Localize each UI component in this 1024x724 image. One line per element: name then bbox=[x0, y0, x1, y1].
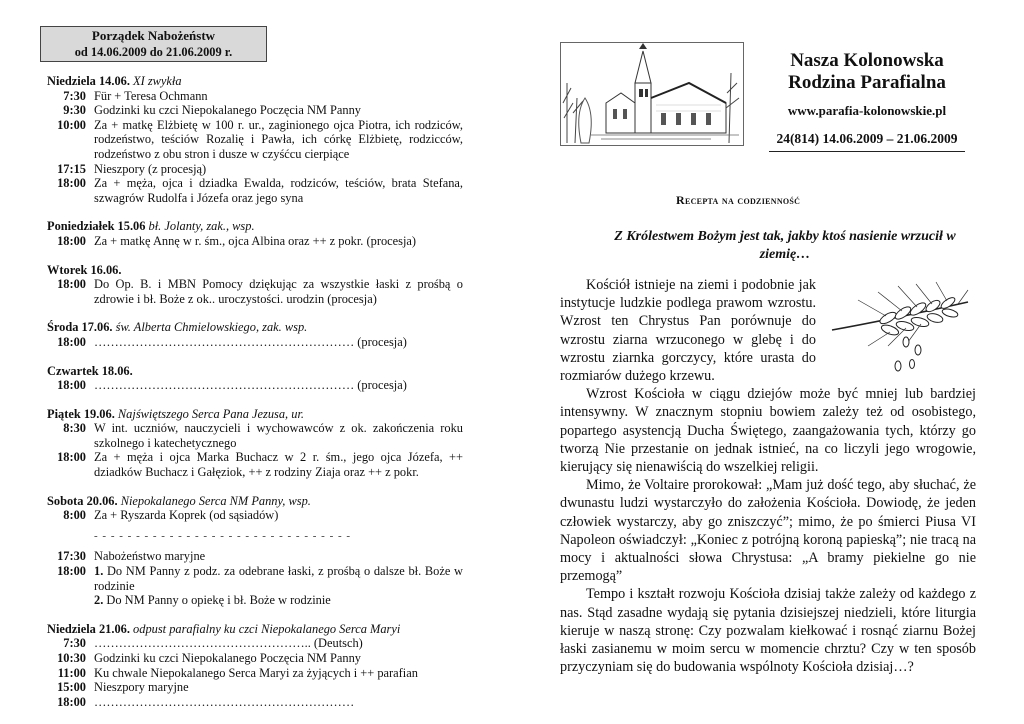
day-feast-note: XI zwykła bbox=[133, 74, 182, 88]
day-name: Niedziela 21.06. bbox=[47, 621, 130, 636]
entry-text bbox=[94, 651, 463, 666]
schedule-entry bbox=[47, 450, 463, 479]
entry-time: 8:30 bbox=[63, 421, 86, 436]
entry-description: Za + Ryszarda Koprek (od sąsiadów) bbox=[94, 508, 279, 523]
day-heading bbox=[47, 219, 463, 234]
schedule-entry bbox=[47, 277, 463, 306]
entry-text bbox=[94, 564, 463, 593]
entry-text bbox=[94, 680, 463, 695]
entry-time: 18:00 bbox=[57, 450, 86, 465]
masthead-divider bbox=[769, 151, 965, 152]
day-heading bbox=[47, 494, 463, 509]
entry-description: ……………………………………………………… (procesja) bbox=[94, 378, 407, 393]
entry-time: 11:00 bbox=[57, 665, 86, 680]
schedule-day bbox=[47, 74, 463, 205]
article-paragraph: Mimo, że Voltaire prorokował: „Mam już dość tego, aby słuchać, że dwunastu ludzi wystarczyło do założenia Kościoła. Dowiodę, że jeden człowiek wystarczy, aby go zniszczyć”; mimo, że po śmierci Piusa VI Napoleon oświadczył: „Koniec z potrójną koroną papieską”; nie tracą na mocy i aktualności słowa Chrystusa: „A bramy piekielne go nie przemogą” bbox=[560, 477, 976, 585]
schedule-dates: od 14.06.2009 do 21.06.2009 r. bbox=[74, 45, 233, 59]
entry-time: 15:00 bbox=[57, 680, 86, 695]
schedule-day bbox=[47, 364, 463, 393]
entry-time bbox=[47, 593, 94, 608]
entry-description: Ku chwale Niepokalanego Serca Maryi za żyjących i ++ parafian bbox=[94, 665, 418, 680]
schedule-entry bbox=[47, 593, 463, 608]
day-name: Wtorek 16.06. bbox=[47, 262, 122, 277]
schedule-entry bbox=[47, 680, 463, 695]
entry-time: 8:00 bbox=[63, 508, 86, 523]
entry-text bbox=[94, 118, 463, 162]
entry-description: Do Op. B. i MBN Pomocy dziękując za wszystkie łaski z prośbą o zdrowie i bł. Boże z ok.. uroczystości. urodzin (procesja) bbox=[94, 277, 463, 306]
schedule-entry bbox=[47, 695, 463, 710]
mass-schedule bbox=[47, 26, 463, 709]
entry-time: 18:00 bbox=[57, 176, 86, 191]
day-heading bbox=[47, 364, 463, 379]
schedule-day bbox=[47, 622, 463, 710]
schedule-entry bbox=[47, 549, 463, 564]
entry-time: 10:00 bbox=[57, 117, 86, 132]
schedule-entry bbox=[47, 666, 463, 681]
day-heading bbox=[47, 320, 463, 335]
day-feast-note: Najświętszego Serca Pana Jezusa, ur. bbox=[117, 406, 304, 421]
entry-text bbox=[94, 89, 463, 104]
schedule-entry bbox=[47, 234, 463, 249]
day-name: Sobota 20.06. bbox=[47, 493, 118, 508]
schedule-entry bbox=[47, 118, 463, 162]
schedule-entry bbox=[47, 378, 463, 393]
entry-text bbox=[94, 176, 463, 205]
masthead-title-line1: Nasza Kolonowska bbox=[790, 50, 944, 71]
schedule-entry bbox=[47, 162, 463, 177]
entry-description: Za + męża, ojca i dziadka Ewalda, rodziców, teściów, brata Stefana, szwagrów Rudolfa i Józefa oraz jego syna bbox=[94, 176, 463, 205]
masthead-website: www.parafia-kolonowskie.pl bbox=[787, 103, 947, 118]
schedule-entry bbox=[47, 103, 463, 118]
dashed-separator: - - - - - - - - - - - - - - - - - - - - - - - - - - - - - - - bbox=[94, 529, 352, 542]
entry-description: Do NM Panny o opiekę i bł. Boże w rodzinie bbox=[106, 593, 331, 608]
article-paragraph: Tempo i kształt rozwoju Kościoła dzisiaj także zależy od każdego z nas. Stąd zasadne wydają się pytania dzisiejszej niedzieli, które liturgia kieruje w naszą stronę: Czy pozwalam kiełkować i rosnąć ziarnu Bożej łaski zasianemu w moim sercu w momencie chrztu? Czy w ten sposób przyczyniam się do budowania wspólnoty Kościoła dzisiaj…? bbox=[560, 586, 976, 676]
entry-time: 18:00 bbox=[57, 564, 86, 579]
entry-description: Nieszpory (z procesją) bbox=[94, 161, 207, 176]
masthead-issue: 24(814) 14.06.2009 – 21.06.2009 bbox=[776, 131, 958, 146]
entry-time: 10:30 bbox=[57, 651, 86, 665]
entry-text bbox=[94, 695, 463, 710]
schedule-entry bbox=[47, 564, 463, 593]
entry-text bbox=[94, 636, 463, 651]
entry-text bbox=[94, 277, 463, 306]
day-feast-note: bł. Jolanty, zak., wsp. bbox=[148, 219, 255, 234]
entry-time: 18:00 bbox=[57, 378, 86, 393]
article-paragraph: Kościół istnieje na ziemi i podobnie jak instytucje ludzkie podlega prawom wzrostu. Wzrost ten Chrystus Pan porównuje do wzrostu ziarna wrzuconego w glebę i do wzrostu ziarnka gorczycy, które urasta do rozmiarów dużego krzewu. bbox=[560, 277, 816, 385]
day-feast-note: Niepokalanego Serca NM Panny, wsp. bbox=[120, 493, 311, 508]
entry-number: 1. bbox=[94, 564, 104, 579]
entry-text bbox=[94, 335, 463, 350]
schedule-entry bbox=[47, 335, 463, 350]
entry-text bbox=[94, 508, 463, 523]
entry-number: 2. bbox=[94, 593, 104, 608]
day-name: Piątek 19.06. bbox=[47, 406, 115, 421]
entry-time: 9:30 bbox=[63, 103, 86, 118]
entry-text bbox=[94, 162, 463, 177]
schedule-entry bbox=[47, 176, 463, 205]
schedule-days bbox=[47, 74, 463, 709]
entry-time: 17:30 bbox=[57, 549, 86, 564]
day-feast-note: odpust parafialny ku czci Niepokalanego Serca Maryi bbox=[133, 621, 401, 636]
day-name: Poniedziałek 15.06 bbox=[47, 219, 146, 234]
entry-description: W int. uczniów, nauczycieli i wychowawców z ok. zakończenia roku szkolnego i katechetycznego bbox=[94, 421, 463, 450]
day-heading bbox=[47, 407, 463, 422]
schedule-entry bbox=[47, 89, 463, 104]
day-heading bbox=[47, 263, 463, 278]
article-body bbox=[560, 276, 976, 676]
entry-time: 18:00 bbox=[57, 277, 86, 292]
masthead bbox=[756, 50, 978, 152]
article-paragraph: Wzrost Kościoła w ciągu dziejów może być mniej lub bardziej intensywny. W znacznym stopniu bowiem zależy też od osobistego, popartego asystencją Ducha Świętego, zaangażowania tych, którzy go tworzą Nie przestanie on jednak istnieć, na co liczyli jego wrogowie, kierujący się nienawiścią do wszelkiej religii. bbox=[560, 386, 976, 476]
entry-text bbox=[94, 666, 463, 681]
day-name: Niedziela 14.06. bbox=[47, 74, 130, 88]
schedule-header-box bbox=[40, 26, 267, 62]
schedule-day bbox=[47, 263, 463, 307]
entry-description: Za + matkę Annę w r. śm., ojca Albina oraz ++ z pokr. (procesja) bbox=[94, 233, 417, 248]
schedule-entry bbox=[47, 508, 463, 523]
entry-time: 17:15 bbox=[57, 161, 86, 176]
schedule-entry bbox=[47, 651, 463, 666]
article-quote: Z Królestwem Bożym jest tak, jakby ktoś nasienie wrzucił w ziemię… bbox=[614, 229, 956, 262]
entry-time: 18:00 bbox=[57, 233, 86, 248]
schedule-entry bbox=[47, 421, 463, 450]
day-heading bbox=[47, 74, 463, 89]
entry-description: Nieszpory maryjne bbox=[94, 680, 189, 695]
entry-description: ……………………………………………………… (procesja) bbox=[94, 334, 407, 349]
day-name: Środa 17.06. bbox=[47, 320, 113, 335]
entry-text bbox=[94, 234, 463, 249]
entry-description: Nabożeństwo maryjne bbox=[94, 549, 206, 564]
day-heading bbox=[47, 622, 463, 637]
entry-time: 7:30 bbox=[63, 636, 86, 651]
entry-description: …………………………………………….. (Deutsch) bbox=[94, 636, 363, 651]
entry-text bbox=[94, 421, 463, 450]
entry-description: Za + matkę Elżbietę w 100 r. ur., zaginionego ojca Piotra, ich rodziców, rodzeństwo, teściów Rozalię i Pawła, ich córkę Elżbietę, rodzicców, rodzeństwo z obu stron i dusze w czyśćcu cierpiące bbox=[94, 117, 463, 161]
schedule-title: Porządek Nabożeństw bbox=[91, 28, 216, 43]
entry-text bbox=[94, 378, 463, 393]
masthead-title-line2: Rodzina Parafialna bbox=[788, 72, 946, 93]
entry-time: 18:00 bbox=[57, 334, 86, 349]
entry-text bbox=[94, 549, 463, 564]
schedule-day bbox=[47, 219, 463, 248]
schedule-day bbox=[47, 494, 463, 608]
entry-description: Godzinki ku czci Niepokalanego Poczęcia NM Panny bbox=[94, 651, 362, 665]
schedule-day bbox=[47, 407, 463, 480]
entry-description: Godzinki ku czci Niepokalanego Poczęcia NM Panny bbox=[94, 103, 362, 118]
entry-description: Za + męża i ojca Marka Buchacz w 2 r. śm., jego ojca Józefa, ++ dziadków Buchacz i Gałęziok, ++ z rodziny Ziaja oraz ++ z pokr. bbox=[94, 450, 463, 480]
entry-text bbox=[94, 450, 463, 479]
day-name: Czwartek 18.06. bbox=[47, 363, 133, 378]
entry-time: 7:30 bbox=[63, 88, 86, 103]
entry-text bbox=[94, 103, 463, 118]
day-feast-note: św. Alberta Chmielowskiego, zak. wsp. bbox=[115, 320, 308, 335]
schedule-entry bbox=[47, 636, 463, 651]
entry-time: 18:00 bbox=[57, 694, 86, 709]
entry-description: Do NM Panny z podz. za odebrane łaski, z prośbą o dalsze bł. Boże w rodzinie bbox=[94, 564, 463, 593]
schedule-day bbox=[47, 320, 463, 349]
entry-description: Für + Teresa Ochmann bbox=[94, 88, 208, 103]
article-heading: Recepta na codzienność bbox=[676, 193, 801, 207]
entry-description: ……………………………………………………… bbox=[94, 694, 355, 709]
church-drawing-icon bbox=[560, 42, 744, 146]
entry-text bbox=[94, 593, 463, 608]
